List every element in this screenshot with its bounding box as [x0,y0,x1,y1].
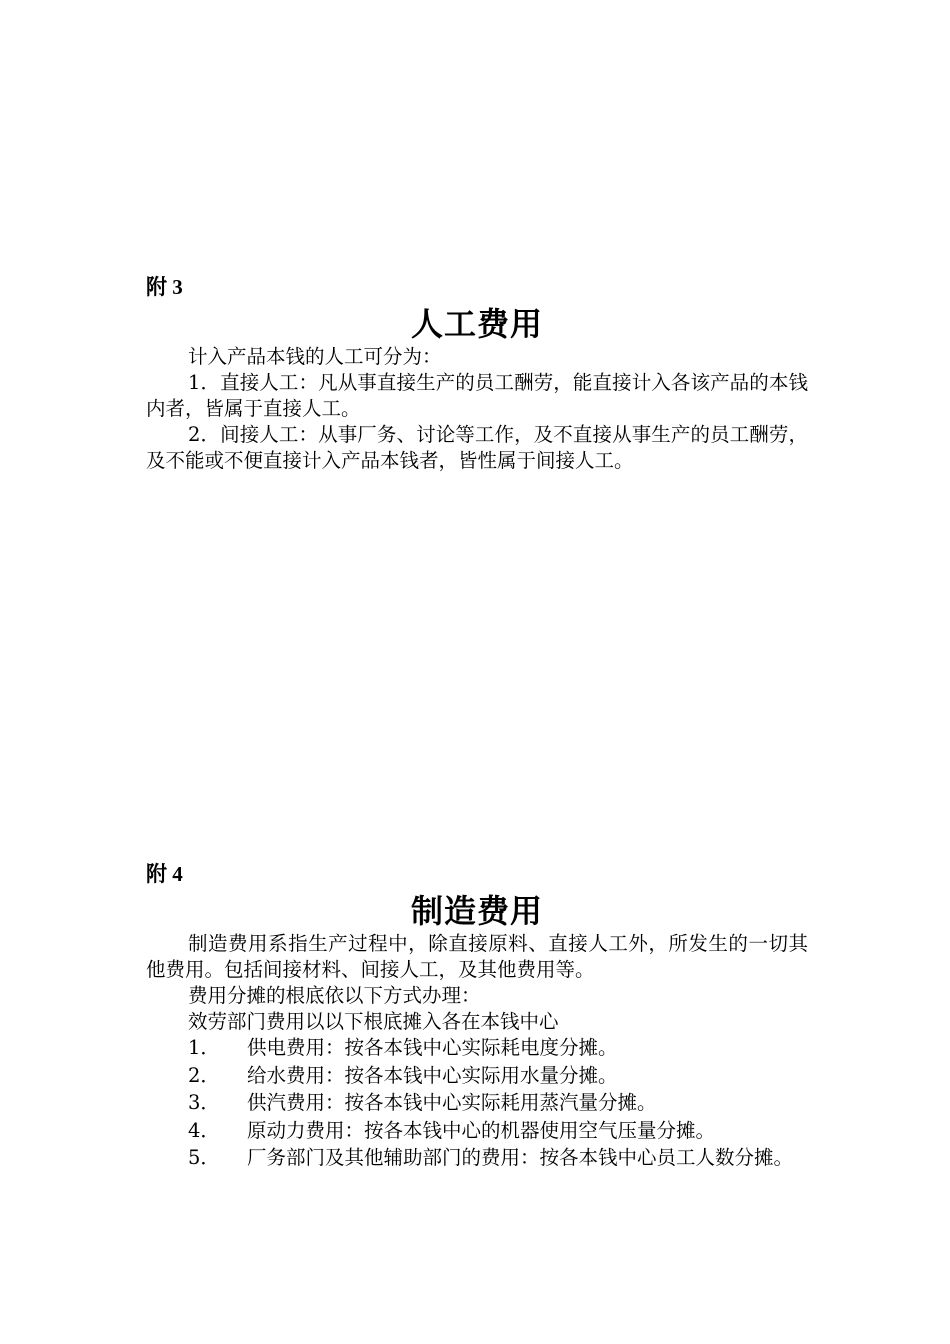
paragraph: 制造费用系指生产过程中，除直接原料、直接人工外，所发生的一切其他费用。包括间接材料、间接人工，及其他费用等。 [146,932,808,981]
section-title: 人工费用 [410,305,543,343]
appendix-4-section [146,859,808,1173]
appendix-label: 附 4 [146,862,183,886]
list-text: 给水费用：按各本钱中心实际用水量分摊。 [247,1063,618,1087]
list-item [146,1145,808,1171]
list-item [146,1090,808,1116]
paragraph: 效劳部门费用以以下根底摊入各在本钱中心 [188,1010,559,1033]
list-text: 供电费用：按各本钱中心实际耗电度分摊。 [247,1036,618,1059]
list-item [146,1035,808,1061]
paragraph: 费用分摊的根底依以下方式办理： [188,984,481,1007]
list-item [146,1118,808,1144]
list-number: 1． [188,1036,220,1059]
section-title: 制造费用 [410,892,543,930]
appendix-label: 附 3 [146,275,183,299]
appendix-3-section [146,272,808,474]
list-number: 3． [188,1091,220,1114]
list-text: 供汽费用：按各本钱中心实际耗用蒸汽量分摊。 [247,1091,657,1114]
paragraph: 2．间接人工：从事厂务、讨论等工作，及不直接从事生产的员工酬劳，及不能或不便直接计入产品本钱者，皆性属于间接人工。 [146,423,808,472]
list-item [146,1063,808,1089]
allocation-list [146,1035,808,1171]
list-number: 5． [188,1146,220,1169]
list-text: 厂务部门及其他辅助部门的费用：按各本钱中心员工人数分摊。 [247,1146,794,1169]
paragraph: 1．直接人工：凡从事直接生产的员工酬劳，能直接计入各该产品的本钱内者，皆属于直接人工。 [146,371,808,420]
list-number: 2． [188,1063,220,1087]
paragraph: 计入产品本钱的人工可分为： [188,345,442,368]
list-text: 原动力费用：按各本钱中心的机器使用空气压量分摊。 [247,1118,716,1142]
list-number: 4． [188,1118,220,1142]
